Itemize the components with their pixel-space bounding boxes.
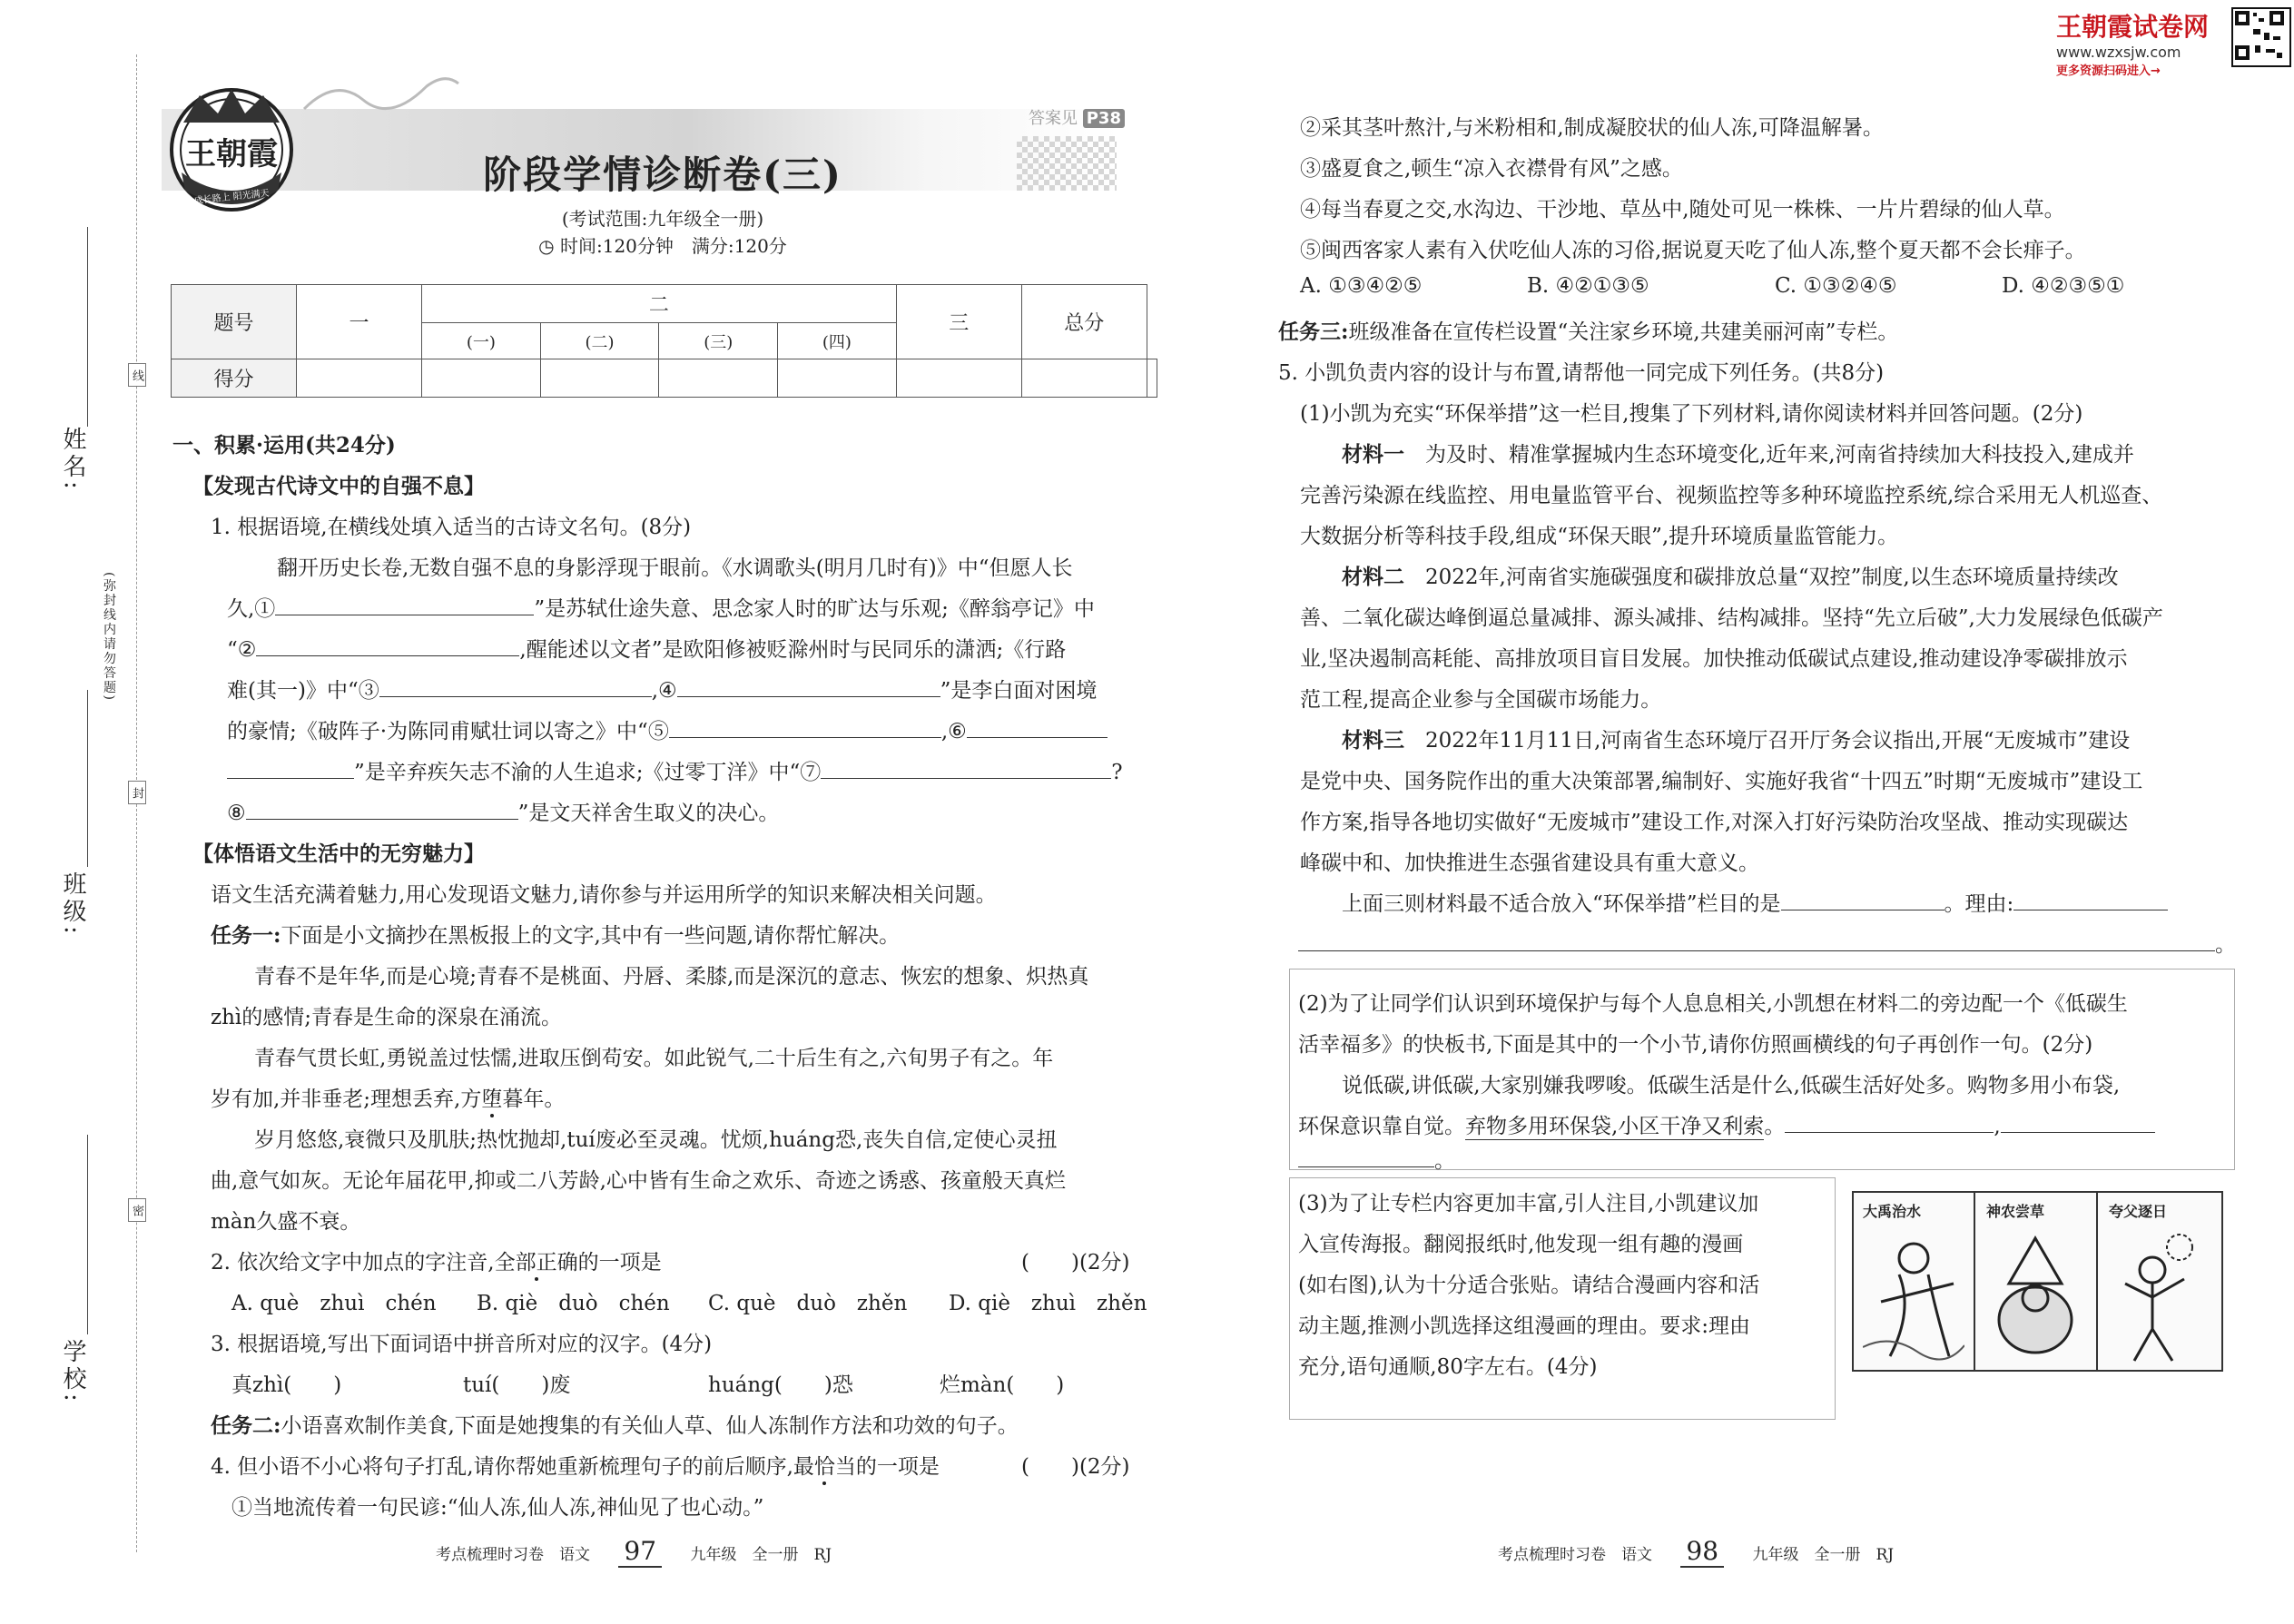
passage-3-line-3: màn久盛不衰。	[211, 1210, 361, 1234]
comic-figure-2-icon	[1984, 1229, 2086, 1365]
material-3-line-1	[1342, 723, 2130, 753]
q1-line-4	[227, 674, 1097, 704]
material-2-label: 材料二	[1342, 565, 1404, 589]
kuaiban-line-1: 说低碳,讲低碳,大家别嫌我啰唆。低碳生活是什么,低碳生活好处多。购物多用小布袋,	[1342, 1074, 2121, 1097]
binding-note: (弥封线内请勿答题)	[102, 572, 116, 702]
binding-mark-secret: 密	[128, 1198, 146, 1222]
q1-line-6-a: ”是辛弃疾矢志不渝的人生追求;《过零丁洋》中“⑦	[354, 761, 822, 784]
q4-sentence-3: ③盛夏食之,顿生“凉入衣襟骨有风”之感。	[1300, 157, 1683, 181]
question-3: 3. 根据语境,写出下面词语中拼音所对应的汉字。(4分)	[211, 1333, 713, 1356]
material-3-text: 2022年11月11日,河南省生态环境厅召开厅务会议指出,开展“无废城市”建设	[1425, 729, 2131, 753]
q2-option-c[interactable]: C. què duò zhěn	[708, 1292, 908, 1315]
material-2-line-1	[1342, 560, 2119, 590]
score-table-sub-3: (三)	[659, 323, 778, 359]
q4-text-a: 4. 但小语不小心将句子打乱,请你帮她重新梳理句子的前后顺序,	[211, 1455, 793, 1479]
task-2	[211, 1409, 1019, 1439]
passage-3-line-1: 岁月悠悠,衰微只及肌肤;热忱抛却,tuí废必至灵魂。忧烦,huáng恐,丧失自信,定使心灵扭	[254, 1128, 1058, 1152]
score-table-sub-2: (二)	[540, 323, 659, 359]
q2-option-d[interactable]: D. qiè zhuì zhěn	[949, 1292, 1147, 1315]
score-table-label-number: 题号	[172, 285, 297, 359]
score-table-col-one: 一	[297, 285, 422, 359]
answer-blank-1[interactable]	[275, 595, 534, 615]
q1-line-4-c: ”是李白面对困境	[940, 679, 1098, 703]
q5-1-reason-blank-2[interactable]	[1298, 930, 2215, 951]
name-field-line	[87, 227, 88, 427]
kuaiban-period: 。	[1764, 1115, 1786, 1138]
brand-logo-text: 王朝霞	[185, 136, 278, 172]
material-2-text: 2022年,河南省实施碳强度和碳排放总量“双控”制度,以生态环境质量持续改	[1425, 566, 2119, 589]
material-2-line-3: 业,坚决遏制高耗能、高排放项目盲目发展。加快推动低碳试点建设,推动建设净零碳排放示	[1300, 647, 2128, 671]
q1-line-5-b: ,⑥	[940, 720, 967, 743]
kuaiban-blank-2[interactable]	[2001, 1112, 2155, 1133]
dotted-char: 堕	[481, 1088, 503, 1111]
q2-text-a: 2. 依次给文字中加点的字注音,	[211, 1251, 495, 1275]
q4-emphasis: 最恰当	[793, 1455, 856, 1479]
material-1-text: 为及时、精准掌握城内生态环境变化,近年来,河南省持续加大科技投入,建成并	[1425, 443, 2134, 467]
clock-icon: ◷	[538, 235, 555, 257]
q2-option-b[interactable]: B. qiè duò chén	[477, 1292, 670, 1315]
exam-time-score	[508, 231, 817, 258]
qr-pattern	[2233, 9, 2286, 62]
task-2-text: 小语喜欢制作美食,下面是她搜集的有关仙人草、仙人冻制作方法和功效的句子。	[281, 1414, 1019, 1438]
intro-text: 语文生活充满着魅力,用心发现语文魅力,请你参与并运用所学的知识来解决相关问题。	[211, 883, 997, 907]
q5-3-line-3: (如右图),认为十分适合张贴。请结合漫画内容和活	[1298, 1274, 1760, 1297]
score-cell[interactable]	[778, 359, 897, 398]
site-brand-name: 王朝霞试卷网	[2056, 12, 2210, 42]
q4-sentence-5: ⑤闽西客家人素有入伏吃仙人冻的习俗,据说夏天吃了仙人冻,整个夏天都不会长痱子。	[1300, 239, 2086, 262]
question-5: 5. 小凯负责内容的设计与布置,请帮他一同完成下列任务。(共8分)	[1278, 361, 1885, 385]
task-3-text: 班级准备在宣传栏设置“关注家乡环境,共建美丽河南”专栏。	[1348, 320, 1899, 344]
comic-strip	[1852, 1191, 2223, 1372]
footer-left	[436, 1536, 908, 1568]
comic-panel-3	[2098, 1193, 2220, 1370]
comic-panel-1	[1854, 1193, 1975, 1370]
q1-line-3	[227, 633, 1066, 663]
answer-blank-5[interactable]	[669, 717, 941, 738]
q3-item-4[interactable]: 烂màn( )	[940, 1373, 1065, 1397]
score-cell[interactable]	[297, 359, 422, 398]
answer-blank-4[interactable]	[677, 676, 940, 697]
q3-item-2[interactable]: tuí( )废	[463, 1373, 571, 1397]
logo-slogan: 成长路上 阳光满天	[193, 188, 271, 207]
q4-option-c[interactable]: C. ①③②④⑤	[1775, 274, 1897, 298]
task-1-text: 下面是小文摘抄在黑板报上的文字,其中有一些问题,请你帮忙解决。	[281, 924, 901, 948]
kuaiban-underlined: 弃物多用环保袋,小区干净又利索	[1465, 1115, 1765, 1138]
kuaiban-end-period: 。	[1434, 1149, 1455, 1173]
kuaiban-line-3	[1298, 1144, 1455, 1174]
q2-emphasis: 全部正确	[494, 1251, 578, 1275]
subsection-heading: 【发现古代诗文中的自强不息】	[192, 474, 485, 498]
material-1-line-2: 完善污染源在线监控、用电量监管平台、视频监控等多种环境监控系统,综合采用无人机巡查、	[1300, 484, 2163, 507]
q2-text-b: 的一项是	[577, 1251, 662, 1275]
score-cell[interactable]	[1147, 359, 1157, 398]
kuaiban-line-2	[1298, 1109, 2155, 1139]
answer-blank-8[interactable]	[246, 799, 518, 820]
page-title: 阶段学情诊断卷(三)	[483, 153, 842, 197]
task-3	[1278, 315, 1898, 345]
material-3-label: 材料三	[1342, 728, 1404, 753]
left-page-body	[172, 427, 1171, 1520]
material-2-line-4: 范工程,提高企业参与全国碳市场能力。	[1300, 688, 1662, 712]
score-cell[interactable]	[896, 359, 1021, 398]
task-3-label: 任务三:	[1278, 320, 1349, 344]
class-field-line	[87, 690, 88, 867]
score-cell[interactable]	[659, 359, 778, 398]
q1-line-6	[227, 755, 1123, 785]
p2-line-2-a: 岁有加,并非垂老;理想丢弃,方	[211, 1088, 482, 1111]
comic-title-2: 神农尝草	[1986, 1203, 2045, 1220]
answer-ref-page: P38	[1083, 109, 1125, 128]
q5-3-line-4: 动主题,推测小凯选择这组漫画的理由。要求:理由	[1298, 1314, 1751, 1338]
q5-3-line-5: 充分,语句通顺,80字左右。(4分)	[1298, 1355, 1598, 1379]
q5-1-reason-line-2	[1298, 928, 2236, 958]
q1-line-3-a: “②	[227, 638, 257, 662]
q5-3-line-2: 入宣传海报。翻阅报纸时,他发现一组有趣的漫画	[1298, 1233, 1744, 1256]
q5-2-line-2: 活幸福多》的快板书,下面是其中的一个小节,请你仿照画横线的句子再创作一句。(2分)	[1298, 1033, 2093, 1057]
material-2-line-2: 善、二氧化碳达峰倒逼总量减排、源头减排、结构减排。坚持“先立后破”,大力发展绿色低碳产	[1300, 606, 2163, 630]
material-3-line-2: 是党中央、国务院作出的重大决策部署,编制好、实施好我省“十四五”时期“无废城市”建设工	[1300, 770, 2143, 793]
q5-1-prompt: 上面三则材料最不适合放入“环保举措”栏目的是	[1342, 892, 1781, 916]
passage-3-line-2: 曲,意气如灰。无论年届花甲,抑或二八芳龄,心中皆有生命之欢乐、奇迹之诱惑、孩童般天真烂	[211, 1169, 1066, 1193]
question-1-title: 1. 根据语境,在横线处填入适当的古诗文名句。(8分)	[211, 516, 692, 539]
checker-pattern	[1017, 136, 1117, 191]
score-table-sub-1: (一)	[422, 323, 541, 359]
score-table-col-total: 总分	[1021, 285, 1147, 359]
binding-strip	[0, 0, 163, 1624]
comic-title-3: 夸父逐日	[2109, 1203, 2168, 1220]
footer-right	[1498, 1536, 1970, 1568]
answer-blank-3[interactable]	[379, 676, 652, 697]
q4-answer-paren[interactable]: ( )(2分)	[1021, 1455, 1130, 1479]
subsection-heading-2: 【体悟语文生活中的无穷魅力】	[192, 842, 485, 866]
footer-series-right: 考点梳理时习卷 语文	[1498, 1546, 1652, 1564]
kuaiban-text-a: 环保意识靠自觉。	[1298, 1115, 1465, 1138]
task-1	[211, 919, 900, 949]
q1-line-4-a: 难(其一)》中“③	[227, 679, 379, 703]
answer-blank-7[interactable]	[821, 758, 1111, 779]
q1-line-7-b: ”是文天祥舍生取义的决心。	[517, 802, 780, 825]
q2-option-a[interactable]: A. què zhuì chén	[231, 1292, 437, 1315]
answer-ref-label: 答案见	[1029, 109, 1078, 128]
material-1-line-3: 大数据分析等科技手段,组成“环保天眼”,提升环境质量监管能力。	[1300, 525, 1899, 548]
q5-1-reason-label: 。理由:	[1944, 892, 2014, 916]
material-1-label: 材料一	[1342, 442, 1404, 467]
q5-1-answer-row	[1342, 887, 2168, 917]
school-label: 学校:	[59, 1339, 86, 1405]
q1-line-2-b: ”是苏轼仕途失意、思念家人时的旷达与乐观;《醉翁亭记》中	[534, 597, 1095, 621]
p2-line-2-c: 暮年。	[502, 1088, 566, 1111]
passage-2-line-2	[211, 1082, 565, 1112]
page-number: 97	[618, 1536, 662, 1568]
brand-logo	[163, 82, 300, 218]
q1-line-5	[227, 714, 1108, 744]
footer-grade: 九年级 全一册 RJ	[690, 1546, 832, 1564]
task-2-label: 任务二:	[211, 1413, 281, 1438]
score-table	[171, 284, 1157, 398]
right-page-body	[1271, 111, 2236, 1527]
qr-code-icon[interactable]	[2231, 7, 2291, 67]
q5-part-1: (1)小凯为充实“环保举措”这一栏目,搜集了下列材料,请你阅读材料并回答问题。(2分)	[1300, 402, 2083, 426]
comic-figure-3-icon	[2107, 1229, 2209, 1365]
score-table-col-two: 二	[422, 285, 897, 323]
comic-title-1: 大禹治水	[1863, 1203, 1922, 1220]
binding-mark-line: 线	[128, 363, 146, 387]
school-field-line	[87, 1135, 88, 1334]
task-1-label: 任务一:	[211, 923, 281, 948]
footer-grade-right: 九年级 全一册 RJ	[1752, 1546, 1895, 1564]
answer-blank-2[interactable]	[256, 635, 519, 656]
passage-2-line-1: 青春气贯长虹,勇锐盖过怯懦,进取压倒苟安。如此锐气,二十后生有之,六旬男子有之。年	[254, 1047, 1054, 1070]
q1-line-4-b: ,④	[651, 679, 677, 703]
time-score-text: 时间:120分钟 满分:120分	[559, 235, 787, 257]
q1-line-5-a: 的豪情;《破阵子·为陈同甫赋壮词以寄之》中“⑤	[227, 720, 669, 743]
section-heading: 一、积累·运用(共24分)	[172, 433, 396, 458]
score-table-label-score: 得分	[172, 359, 297, 398]
kuaiban-comma: ,	[1994, 1115, 2001, 1138]
page-number-right: 98	[1680, 1536, 1724, 1568]
q1-line-7-a: ⑧	[227, 802, 246, 825]
answer-blank-6-cont[interactable]	[227, 758, 354, 779]
passage-1-line-1: 青春不是年华,而是心境;青春不是桃面、丹唇、柔膝,而是深沉的意志、恢宏的想象、炽热真	[254, 965, 1089, 989]
q3-item-1[interactable]: 真zhì( )	[231, 1373, 342, 1397]
q4-sentence-2: ②采其茎叶熬汁,与米粉相和,制成凝胶状的仙人冻,可降温解暑。	[1300, 116, 1884, 140]
comic-figure-1-icon	[1863, 1229, 1964, 1365]
score-table-col-three: 三	[896, 285, 1021, 359]
question-4	[211, 1450, 940, 1480]
q4-option-a[interactable]: A. ①③④②⑤	[1300, 274, 1423, 298]
answer-blank-6[interactable]	[967, 717, 1108, 738]
q4-sentence-4: ④每当春夏之交,水沟边、干沙地、草丛中,随处可见一株株、一片片碧绿的仙人草。	[1300, 198, 2065, 221]
q1-line-6-b: ?	[1111, 761, 1123, 784]
passage-1-line-2: zhì的感情;青春是生命的深泉在涌流。	[211, 1006, 563, 1029]
q3-item-3[interactable]: huáng( )恐	[708, 1373, 853, 1397]
score-cell[interactable]	[540, 359, 659, 398]
q1-line-1: 翻开历史长卷,无数自强不息的身影浮现于眼前。《水调歌头(明月几时有)》中“但愿人长	[277, 556, 1073, 580]
exam-scope: (考试范围:九年级全一册)	[561, 208, 764, 230]
ribbon-decoration	[300, 73, 463, 136]
q4-option-b[interactable]: B. ④②①③⑤	[1527, 274, 1649, 298]
q1-line-3-b: ,醒能述以文者”是欧阳修被贬滁州时与民同乐的潇洒;《行路	[519, 638, 1067, 662]
ribbon-icon	[300, 73, 463, 136]
q5-1-answer-blank[interactable]	[1781, 890, 1944, 910]
site-url: www.wzxsjw.com	[2056, 44, 2181, 61]
q5-2-line-1: (2)为了让同学们认识到环境保护与每个人息息相关,小凯想在材料二的旁边配一个《低碳生	[1298, 992, 2128, 1016]
q4-sentence-1: ①当地流传着一句民谚:“仙人冻,仙人冻,神仙见了也心动。”	[231, 1496, 764, 1520]
score-table-sub-4: (四)	[778, 323, 897, 359]
score-cell[interactable]	[422, 359, 541, 398]
score-cell[interactable]	[1021, 359, 1147, 398]
material-3-line-4: 峰碳中和、加快推进生态强省建设具有重大意义。	[1300, 851, 1759, 875]
answer-reference	[1029, 105, 1125, 129]
class-label: 班级:	[59, 871, 86, 938]
kuaiban-blank-1[interactable]	[1785, 1112, 1994, 1133]
q5-3-line-1: (3)为了让专栏内容更加丰富,引人注目,小凯建议加	[1298, 1192, 1759, 1216]
q1-line-7	[227, 796, 779, 826]
site-tip: 更多资源扫码进入→	[2056, 64, 2161, 78]
q5-1-period: 。	[2215, 933, 2236, 957]
q4-option-d[interactable]: D. ④②③⑤①	[2002, 274, 2125, 298]
binding-mark-seal: 封	[128, 781, 146, 804]
material-3-line-3: 作方案,指导各地切实做好“无废城市”建设工作,对深入打好污染防治攻坚战、推动实现碳达	[1300, 811, 2129, 834]
kuaiban-blank-3[interactable]	[1298, 1147, 1434, 1167]
name-label: 姓名:	[59, 427, 86, 493]
question-2	[211, 1245, 662, 1275]
q2-answer-paren[interactable]: ( )(2分)	[1021, 1251, 1130, 1275]
q5-1-reason-blank[interactable]	[2013, 890, 2168, 910]
q4-text-b: 的一项是	[855, 1455, 940, 1479]
q1-line-2	[227, 592, 1095, 622]
comic-panel-2	[1975, 1193, 2098, 1370]
footer-series: 考点梳理时习卷 语文	[436, 1546, 590, 1564]
site-brand-box	[2056, 7, 2229, 78]
material-1-line-1	[1342, 438, 2134, 468]
q1-line-2-a: 久,①	[227, 597, 276, 621]
